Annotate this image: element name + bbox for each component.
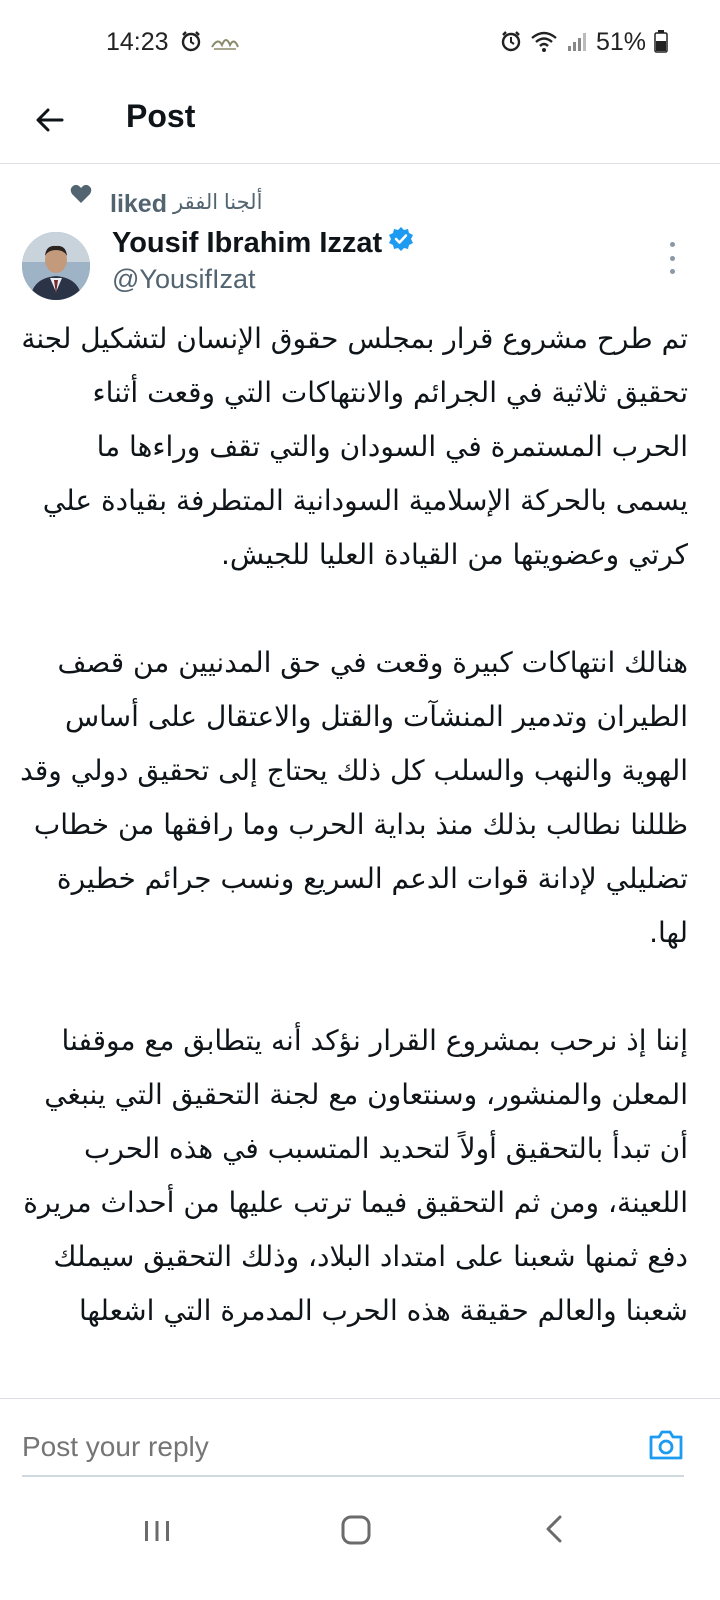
home-icon [336,1510,376,1550]
back-button[interactable] [26,96,74,144]
author-name[interactable]: Yousif Ibrahim Izzat [112,226,414,260]
home-button[interactable] [336,1510,376,1554]
status-bar [0,0,720,86]
reply-composer [0,1398,720,1502]
tweet-paragraph: تم طرح مشروع قرار بمجلس حقوق الإنسان لتشكيل لجنة تحقيق ثلاثية في الجرائم والانتهاكات التي وقعت أثناء الحرب المستمرة في السودان والتي تقف وراءها ما يسمى بالحركة الإسلامية السودانية المتطرفة بقيادة علي كرتي وعضويتها من القيادة العليا للجيش. [21,322,688,571]
camera-button[interactable] [646,1425,686,1465]
page-title: Post [126,98,196,134]
reply-input[interactable] [22,1427,582,1467]
battery-icon [654,29,668,57]
alarm-icon [180,30,202,56]
liked-action: liked [110,190,167,218]
tweet-paragraph: هنالك انتهاكات كبيرة وقعت في حق المدنيين من قصف الطيران وتدمير المنشآت والقتل والاعتقال على أساس الهوية والنهب والسلب كل ذلك يحتاج إلى تحقيق دولي وقد ظللنا نطالب بذلك منذ بداية الحرب وما رافقها من خطاب تضليلي لإدانة قوات الدعم السريع ونسب جرائم خطيرة لها. [20,646,688,949]
camera-icon [648,1429,684,1461]
heart-icon [70,184,92,208]
arrow-left-icon [34,104,66,136]
system-navigation-bar [0,1502,720,1600]
top-app-bar [0,86,720,164]
status-time: 14:23 [106,28,169,56]
author-handle[interactable]: @YousifIzat [112,264,256,294]
avatar-image [22,232,90,300]
signal-icon [566,30,588,56]
reply-underline [22,1475,684,1477]
tweet-paragraph: إننا إذ نرحب بمشروع القرار نؤكد أنه يتطابق مع موقفنا المعلن والمنشور، وسنتعاون مع لجنة التحقيق التي ينبغي أن تبدأ بالتحقيق أولاً لتحديد المتسبب في هذه الحرب اللعينة، ومن ثم التحقيق فيما ترتب عليها من أحداث مريرة دفع ثمنها شعبنا على امتداد البلاد، وذلك التحقيق سيملك شعبنا والعالم حقيقة هذه الحرب المدمرة التي اشعلها [23,1024,688,1327]
battery-percentage: 51% [595,28,646,56]
more-dots-icon [670,242,675,247]
avatar[interactable] [22,232,90,300]
liker-name: ألجنا الفقر [172,191,263,214]
tweet-text [20,312,688,1398]
recent-apps-button[interactable] [140,1514,174,1552]
chevron-left-icon [538,1512,572,1546]
alarm-icon [500,30,522,56]
wifi-icon [530,30,558,56]
verified-badge-icon [388,226,414,260]
calligraphy-notification-icon [210,31,240,55]
system-back-button[interactable] [538,1512,572,1550]
recent-apps-icon [140,1514,174,1548]
social-context[interactable] [60,182,360,222]
more-options-button[interactable] [660,242,684,274]
